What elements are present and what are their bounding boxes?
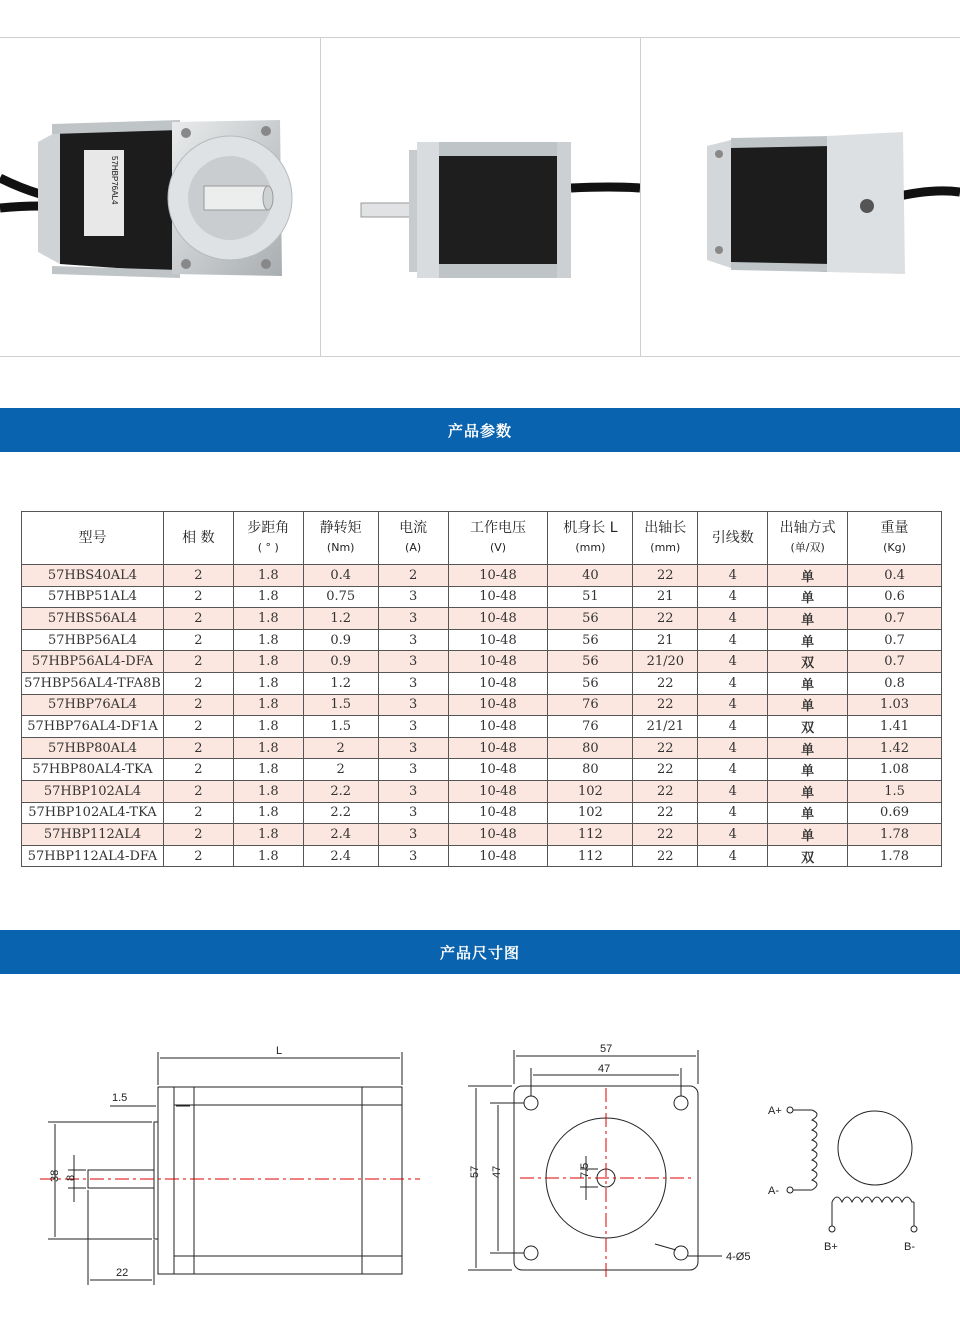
- table-cell: 22: [633, 737, 698, 759]
- dim-mount: 4-Ø5: [726, 1251, 751, 1263]
- wire-a-minus: A-: [768, 1185, 779, 1197]
- table-cell: 2: [163, 780, 233, 802]
- column-header-unit: (Kg): [883, 541, 906, 554]
- column-header: [633, 512, 698, 565]
- photo-rear-view: [640, 38, 960, 356]
- table-cell: 单: [768, 824, 848, 846]
- table-cell: 51: [548, 586, 633, 608]
- table-row: [22, 672, 942, 694]
- table-row: [22, 694, 942, 716]
- table-cell: 1.8: [233, 759, 303, 781]
- table-cell: 4: [698, 651, 768, 673]
- table-cell: 1.8: [233, 629, 303, 651]
- table-cell: 单: [768, 586, 848, 608]
- table-cell: 76: [548, 694, 633, 716]
- table-cell: 22: [633, 802, 698, 824]
- table-cell: 57HBP56AL4: [22, 629, 164, 651]
- column-header-unit: ( ° ): [257, 541, 279, 554]
- table-cell: 4: [698, 780, 768, 802]
- table-cell: 80: [548, 759, 633, 781]
- table-cell: 单: [768, 780, 848, 802]
- table-cell: 单: [768, 694, 848, 716]
- table-cell: 57HBP102AL4: [22, 780, 164, 802]
- table-cell: 57HBP112AL4-DFA: [22, 845, 164, 867]
- dim-shaft-len: 22: [116, 1267, 129, 1279]
- column-header-unit: (mm): [650, 541, 681, 554]
- front-view-drawing: [468, 1050, 722, 1280]
- wire-b-plus: B+: [824, 1241, 838, 1253]
- table-row: [22, 651, 942, 673]
- column-header-unit: (mm): [575, 541, 606, 554]
- table-cell: 57HBP56AL4-TFA8B: [22, 672, 164, 694]
- wiring-diagram: [787, 1107, 917, 1232]
- table-cell: 4: [698, 694, 768, 716]
- table-cell: 2: [163, 565, 233, 587]
- table-cell: 1.8: [233, 586, 303, 608]
- column-header-unit: (V): [489, 541, 507, 554]
- spec-table: [21, 511, 942, 867]
- table-cell: 3: [378, 716, 448, 738]
- column-header-unit: (A): [405, 541, 422, 554]
- table-cell: 57HBP80AL4-TKA: [22, 759, 164, 781]
- table-cell: 0.9: [303, 629, 378, 651]
- table-cell: 4: [698, 824, 768, 846]
- column-header: [548, 512, 633, 565]
- photo-angled-view: [0, 38, 320, 356]
- table-cell: 57HBS56AL4: [22, 608, 164, 630]
- table-cell: 22: [633, 608, 698, 630]
- table-cell: 1.03: [848, 694, 942, 716]
- table-cell: 1.8: [233, 737, 303, 759]
- table-cell: 1.08: [848, 759, 942, 781]
- table-cell: 0.9: [303, 651, 378, 673]
- dim-holes: 47: [598, 1063, 611, 1075]
- table-cell: 3: [378, 586, 448, 608]
- table-cell: 3: [378, 845, 448, 867]
- dim-shaft-dia: 8: [65, 1174, 77, 1181]
- table-cell: 57HBP112AL4: [22, 824, 164, 846]
- side-view-drawing: [40, 1052, 420, 1285]
- table-cell: 3: [378, 759, 448, 781]
- table-cell: 10-48: [448, 845, 548, 867]
- product-photos: [0, 37, 960, 357]
- table-cell: 2: [163, 651, 233, 673]
- table-cell: 单: [768, 608, 848, 630]
- table-cell: 2: [163, 759, 233, 781]
- table-cell: 22: [633, 759, 698, 781]
- table-cell: 1.41: [848, 716, 942, 738]
- table-cell: 56: [548, 608, 633, 630]
- table-cell: 56: [548, 651, 633, 673]
- table-cell: 2: [163, 694, 233, 716]
- column-header-label: 引线数: [711, 529, 754, 546]
- table-cell: 1.8: [233, 845, 303, 867]
- table-cell: 10-48: [448, 672, 548, 694]
- table-cell: 10-48: [448, 629, 548, 651]
- table-cell: 3: [378, 629, 448, 651]
- table-cell: 57HBS40AL4: [22, 565, 164, 587]
- column-header: [163, 512, 233, 565]
- column-header-label: 型号: [78, 529, 107, 546]
- table-cell: 76: [548, 716, 633, 738]
- column-header-label: 出轴长: [644, 520, 687, 536]
- table-cell: 4: [698, 845, 768, 867]
- table-cell: 1.8: [233, 651, 303, 673]
- table-cell: 1.8: [233, 672, 303, 694]
- table-cell: 10-48: [448, 608, 548, 630]
- table-cell: 4: [698, 565, 768, 587]
- table-cell: 双: [768, 845, 848, 867]
- column-header-label: 工作电压: [469, 520, 526, 536]
- table-cell: 2: [163, 716, 233, 738]
- table-cell: 22: [633, 780, 698, 802]
- table-cell: 57HBP56AL4-DFA: [22, 651, 164, 673]
- table-cell: 10-48: [448, 824, 548, 846]
- table-cell: 57HBP76AL4: [22, 694, 164, 716]
- table-row: [22, 716, 942, 738]
- table-row: [22, 780, 942, 802]
- table-row: [22, 586, 942, 608]
- table-cell: 80: [548, 737, 633, 759]
- column-header-label: 相 数: [182, 529, 215, 546]
- table-cell: 2: [163, 845, 233, 867]
- table-cell: 1.2: [303, 672, 378, 694]
- dim-pilot: 38: [49, 1169, 61, 1182]
- column-header-unit: (Nm): [326, 541, 355, 554]
- dim-holes-v: 47: [491, 1165, 503, 1178]
- table-cell: 0.7: [848, 608, 942, 630]
- table-cell: 0.6: [848, 586, 942, 608]
- table-cell: 2: [303, 737, 378, 759]
- table-cell: 单: [768, 802, 848, 824]
- table-cell: 0.4: [303, 565, 378, 587]
- table-header-row: [22, 512, 942, 565]
- dim-outer-v: 57: [469, 1165, 481, 1178]
- column-header-label: 静转矩: [319, 520, 362, 536]
- table-cell: 56: [548, 672, 633, 694]
- motor-label: 57HBP76AL4: [110, 156, 119, 205]
- table-cell: 2: [163, 672, 233, 694]
- table-cell: 1.8: [233, 716, 303, 738]
- table-row: [22, 759, 942, 781]
- table-cell: 1.8: [233, 780, 303, 802]
- table-cell: 102: [548, 802, 633, 824]
- table-cell: 22: [633, 672, 698, 694]
- table-cell: 0.75: [303, 586, 378, 608]
- table-cell: 3: [378, 608, 448, 630]
- table-cell: 0.7: [848, 629, 942, 651]
- table-cell: 57HBP76AL4-DF1A: [22, 716, 164, 738]
- table-cell: 1.8: [233, 802, 303, 824]
- column-header-label: 出轴方式: [779, 520, 836, 536]
- table-cell: 22: [633, 845, 698, 867]
- table-cell: 10-48: [448, 586, 548, 608]
- table-row: [22, 629, 942, 651]
- table-cell: 单: [768, 672, 848, 694]
- table-cell: 1.5: [303, 716, 378, 738]
- table-cell: 4: [698, 759, 768, 781]
- table-cell: 0.69: [848, 802, 942, 824]
- table-cell: 2.2: [303, 780, 378, 802]
- column-header-label: 电流: [399, 520, 428, 536]
- table-cell: 57HBP80AL4: [22, 737, 164, 759]
- table-cell: 单: [768, 737, 848, 759]
- table-cell: 10-48: [448, 780, 548, 802]
- table-cell: 21/21: [633, 716, 698, 738]
- table-cell: 4: [698, 802, 768, 824]
- table-cell: 21: [633, 586, 698, 608]
- table-cell: 1.42: [848, 737, 942, 759]
- column-header: [378, 512, 448, 565]
- dim-length: L: [276, 1045, 283, 1057]
- table-cell: 2.4: [303, 845, 378, 867]
- table-row: [22, 565, 942, 587]
- table-cell: 1.8: [233, 565, 303, 587]
- column-header: [22, 512, 164, 565]
- column-header: [303, 512, 378, 565]
- table-cell: 3: [378, 651, 448, 673]
- table-cell: 10-48: [448, 759, 548, 781]
- table-cell: 1.8: [233, 694, 303, 716]
- column-header-unit: (单/双): [790, 541, 825, 554]
- table-cell: 10-48: [448, 694, 548, 716]
- table-cell: 双: [768, 651, 848, 673]
- table-cell: 1.5: [303, 694, 378, 716]
- table-cell: 1.78: [848, 824, 942, 846]
- table-cell: 0.7: [848, 651, 942, 673]
- table-cell: 单: [768, 629, 848, 651]
- table-cell: 1.5: [848, 780, 942, 802]
- table-row: [22, 802, 942, 824]
- photo-side-view: [320, 38, 640, 356]
- section-title-drawing: 产品尺寸图: [0, 930, 960, 974]
- column-header: [233, 512, 303, 565]
- table-cell: 4: [698, 672, 768, 694]
- table-cell: 3: [378, 824, 448, 846]
- table-cell: 2: [163, 737, 233, 759]
- table-cell: 21/20: [633, 651, 698, 673]
- wire-b-minus: B-: [904, 1241, 915, 1253]
- table-cell: 22: [633, 694, 698, 716]
- table-cell: 2: [163, 586, 233, 608]
- wire-a-plus: A+: [768, 1105, 782, 1117]
- table-cell: 10-48: [448, 802, 548, 824]
- table-cell: 单: [768, 759, 848, 781]
- column-header: [848, 512, 942, 565]
- table-cell: 22: [633, 824, 698, 846]
- table-row: [22, 737, 942, 759]
- table-cell: 2: [163, 608, 233, 630]
- table-cell: 10-48: [448, 737, 548, 759]
- table-cell: 4: [698, 737, 768, 759]
- table-cell: 2: [163, 802, 233, 824]
- dim-flat: 7.5: [579, 1162, 591, 1178]
- table-cell: 10-48: [448, 565, 548, 587]
- table-cell: 2.2: [303, 802, 378, 824]
- table-row: [22, 824, 942, 846]
- table-cell: 2: [163, 824, 233, 846]
- dim-flange: 1.5: [112, 1092, 128, 1104]
- table-cell: 0.8: [848, 672, 942, 694]
- table-cell: 1.78: [848, 845, 942, 867]
- table-cell: 3: [378, 802, 448, 824]
- table-cell: 4: [698, 716, 768, 738]
- column-header-label: 步距角: [247, 520, 290, 536]
- table-cell: 22: [633, 565, 698, 587]
- table-cell: 1.8: [233, 608, 303, 630]
- table-row: [22, 608, 942, 630]
- table-cell: 102: [548, 780, 633, 802]
- column-header: [448, 512, 548, 565]
- table-cell: 2: [163, 629, 233, 651]
- table-cell: 10-48: [448, 651, 548, 673]
- table-cell: 4: [698, 586, 768, 608]
- dim-outer: 57: [600, 1043, 613, 1055]
- column-header-label: 重量: [880, 520, 909, 536]
- table-cell: 3: [378, 672, 448, 694]
- table-cell: 0.4: [848, 565, 942, 587]
- table-cell: 112: [548, 824, 633, 846]
- table-cell: 112: [548, 845, 633, 867]
- table-cell: 40: [548, 565, 633, 587]
- dimension-drawing: [0, 1030, 960, 1330]
- table-cell: 4: [698, 608, 768, 630]
- table-cell: 双: [768, 716, 848, 738]
- table-cell: 57HBP51AL4: [22, 586, 164, 608]
- column-header-label: 机身长 L: [563, 520, 618, 536]
- section-title-params: 产品参数: [0, 408, 960, 452]
- table-cell: 3: [378, 737, 448, 759]
- column-header: [768, 512, 848, 565]
- table-cell: 2: [378, 565, 448, 587]
- table-cell: 21: [633, 629, 698, 651]
- table-cell: 2.4: [303, 824, 378, 846]
- table-cell: 1.2: [303, 608, 378, 630]
- table-cell: 单: [768, 565, 848, 587]
- table-cell: 57HBP102AL4-TKA: [22, 802, 164, 824]
- table-cell: 1.8: [233, 824, 303, 846]
- table-cell: 4: [698, 629, 768, 651]
- table-cell: 56: [548, 629, 633, 651]
- table-cell: 2: [303, 759, 378, 781]
- table-cell: 10-48: [448, 716, 548, 738]
- column-header: [698, 512, 768, 565]
- table-cell: 3: [378, 694, 448, 716]
- table-cell: 3: [378, 780, 448, 802]
- table-row: [22, 845, 942, 867]
